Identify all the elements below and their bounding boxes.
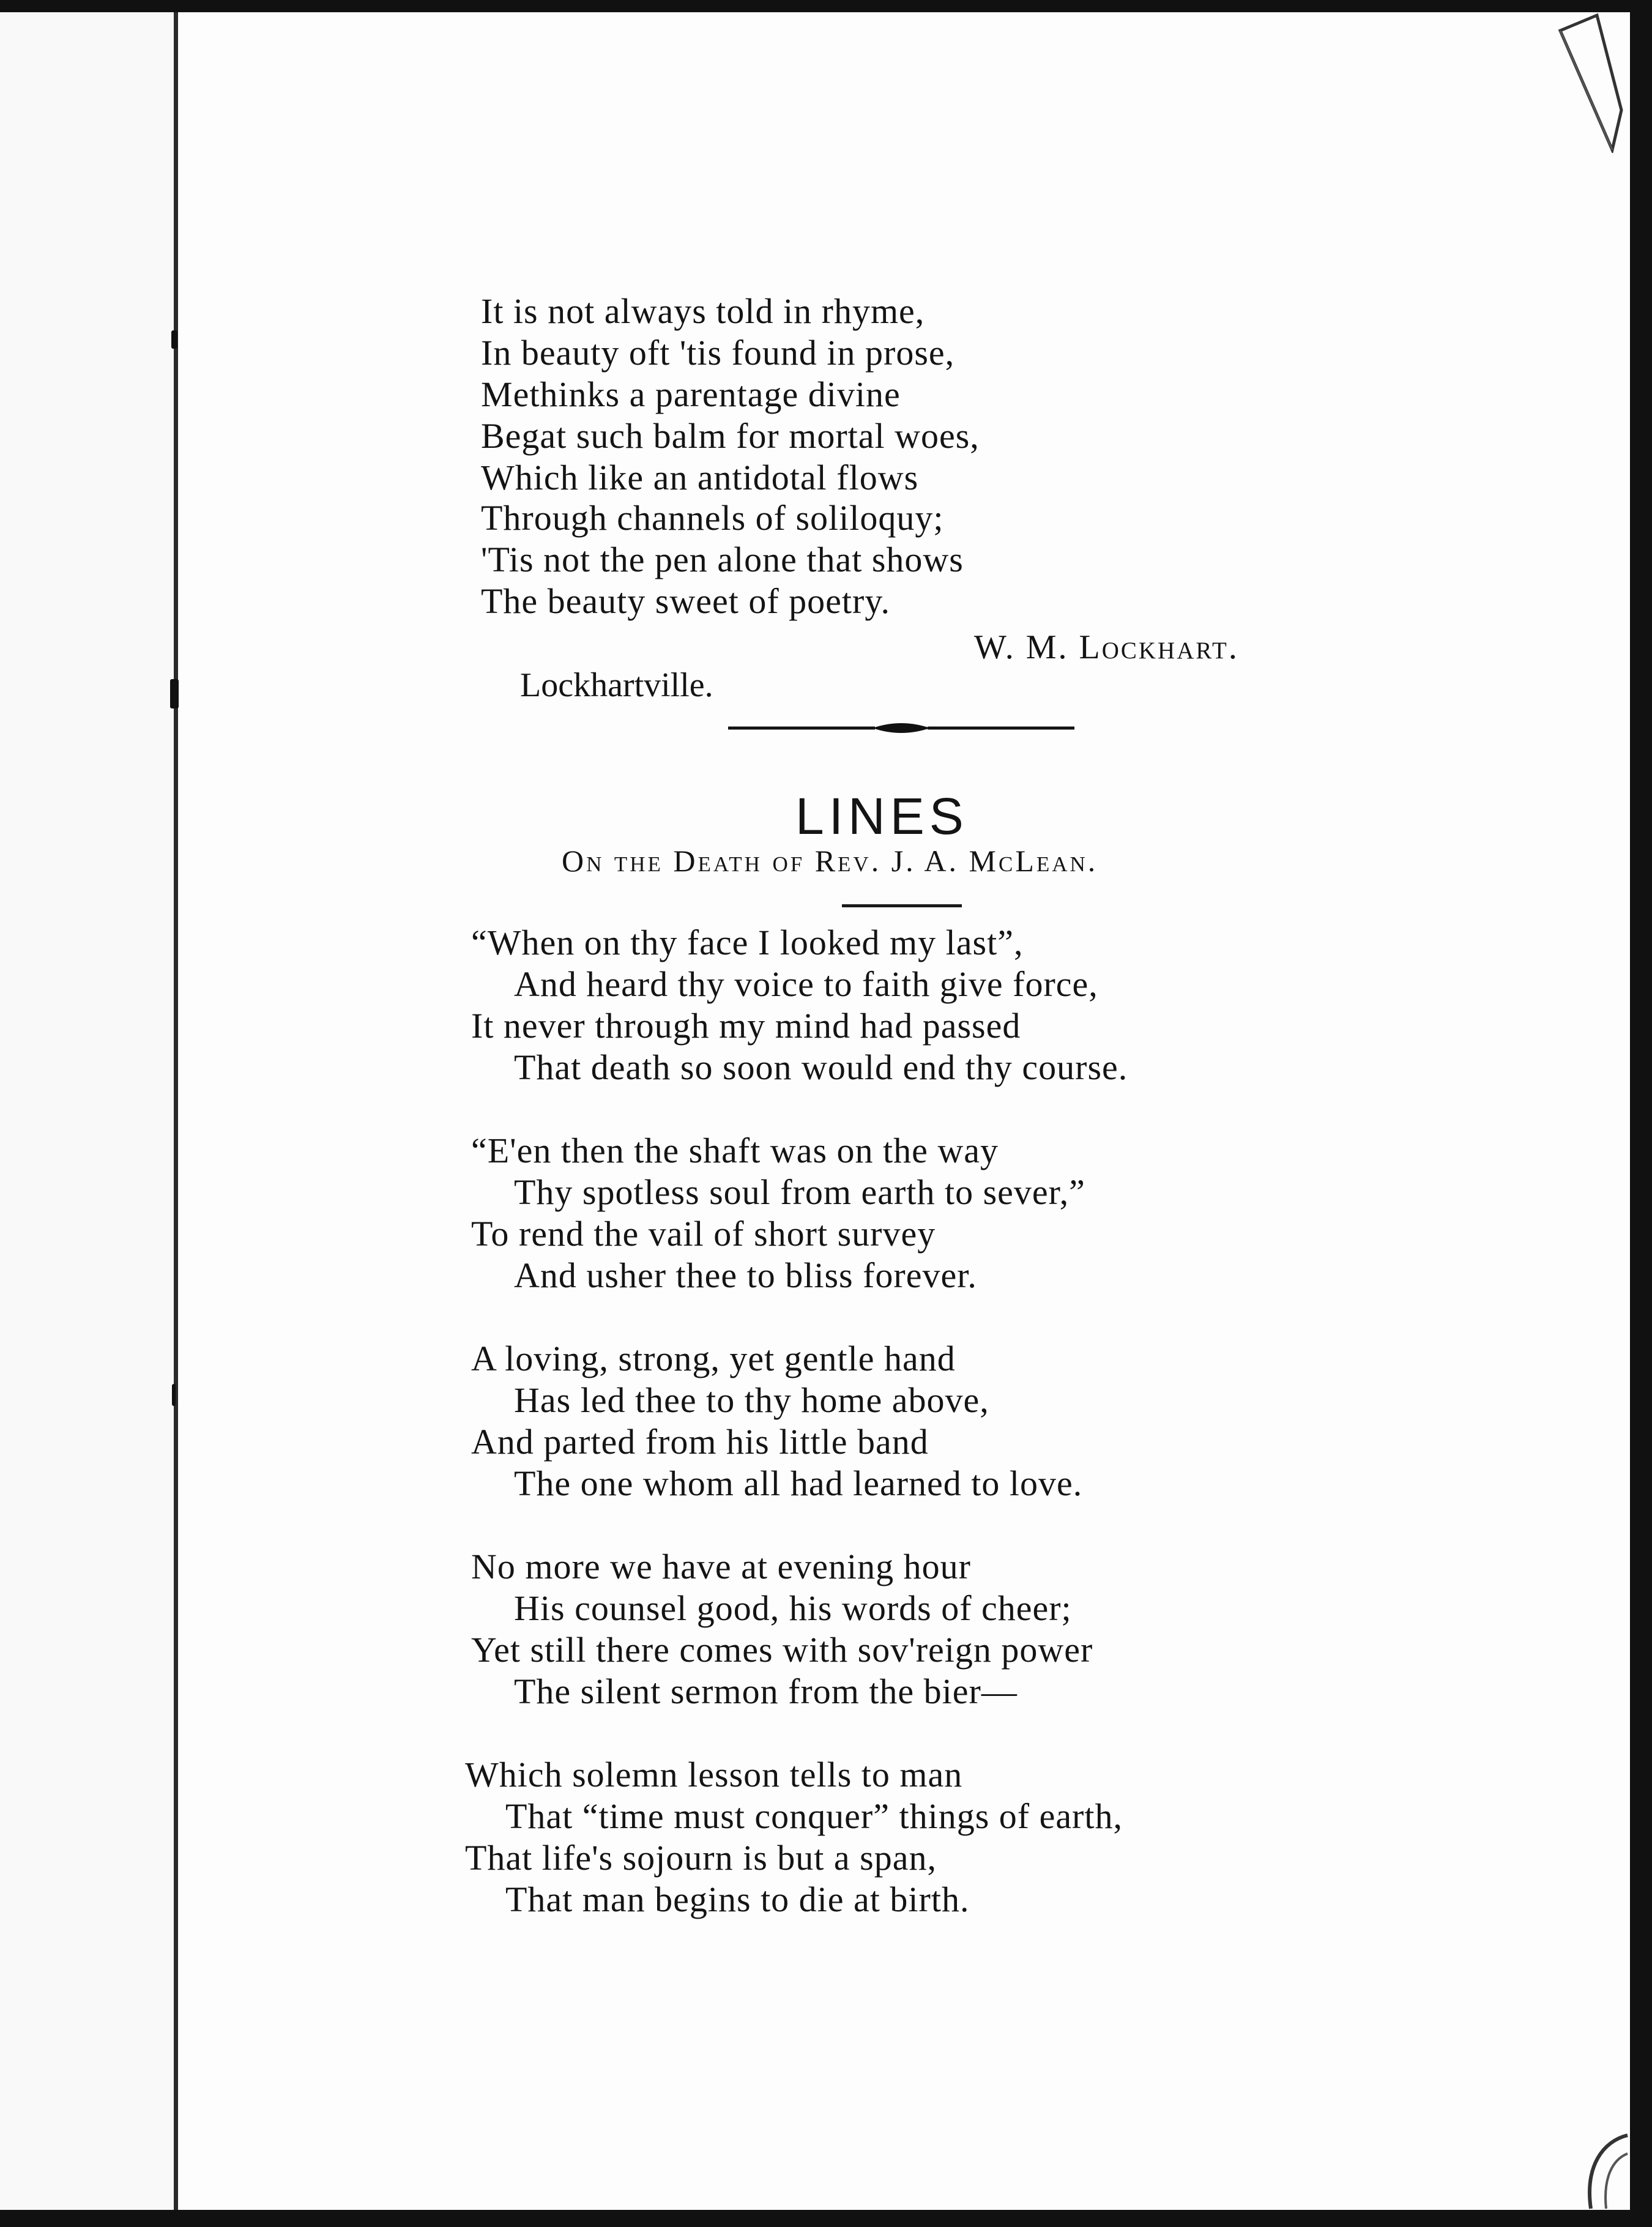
poem-line: “E'en then the shaft was on the way [471, 1131, 999, 1170]
poem-line: That death so soon would end thy course. [514, 1047, 1128, 1087]
place-name: Lockhartville. [520, 666, 713, 704]
poem-line: Which like an antidotal flows [481, 458, 919, 497]
scan-bottom-edge [0, 2210, 1652, 2227]
poem-line: It never through my mind had passed [471, 1006, 1021, 1046]
poem-line: Begat such balm for mortal woes, [481, 416, 980, 456]
poem-line: Through channels of soliloquy; [481, 498, 944, 538]
title-rule [842, 904, 962, 907]
folded-corner [1554, 12, 1630, 153]
poem-line: No more we have at evening hour [471, 1547, 971, 1586]
poem-line: That life's sojourn is but a span, [465, 1838, 937, 1878]
poem-line: It is not always told in rhyme, [481, 291, 925, 331]
poem-line: And heard thy voice to faith give force, [514, 964, 1098, 1004]
poem-line: “When on thy face I looked my last”, [471, 923, 1024, 962]
poem-line: Yet still there comes with sov'reign power [471, 1630, 1093, 1670]
poem-line: The one whom all had learned to love. [514, 1463, 1083, 1503]
binding-mark [170, 679, 179, 708]
page-curl [1579, 2129, 1630, 2210]
poem-line: Thy spotless soul from earth to sever,” [514, 1172, 1085, 1212]
poem-line: Methinks a parentage divine [481, 374, 901, 414]
author-signature: W. M. Lockhart. [974, 628, 1239, 666]
poem-line: And parted from his little band [471, 1422, 929, 1462]
poem-line: Which solemn lesson tells to man [465, 1755, 963, 1794]
poem-line: And usher thee to bliss forever. [514, 1255, 977, 1295]
poem-line: The silent sermon from the bier— [514, 1671, 1018, 1711]
poem-line: The beauty sweet of poetry. [481, 581, 891, 621]
scan-top-edge [0, 0, 1652, 12]
poem-line: To rend the vail of short survey [471, 1214, 936, 1254]
poem-line: 'Tis not the pen alone that shows [481, 540, 964, 579]
poem-line: His counsel good, his words of cheer; [514, 1588, 1072, 1628]
poem-subtitle: On the Death of Rev. J. A. McLean. [562, 844, 1098, 878]
binding-mark [172, 1384, 176, 1406]
poem-line: In beauty oft 'tis found in prose, [481, 333, 955, 373]
scan-right-edge [1630, 0, 1652, 2227]
poem-line: That man begins to die at birth. [505, 1879, 970, 1919]
poem-line: That “time must conquer” things of earth, [505, 1796, 1123, 1836]
binding-mark [171, 330, 177, 349]
poem-title: LINES [795, 787, 969, 845]
poem-line: Has led thee to thy home above, [514, 1380, 989, 1420]
poem-line: A loving, strong, yet gentle hand [471, 1339, 956, 1378]
ornamental-divider [728, 716, 1074, 740]
left-margin [0, 12, 174, 2210]
